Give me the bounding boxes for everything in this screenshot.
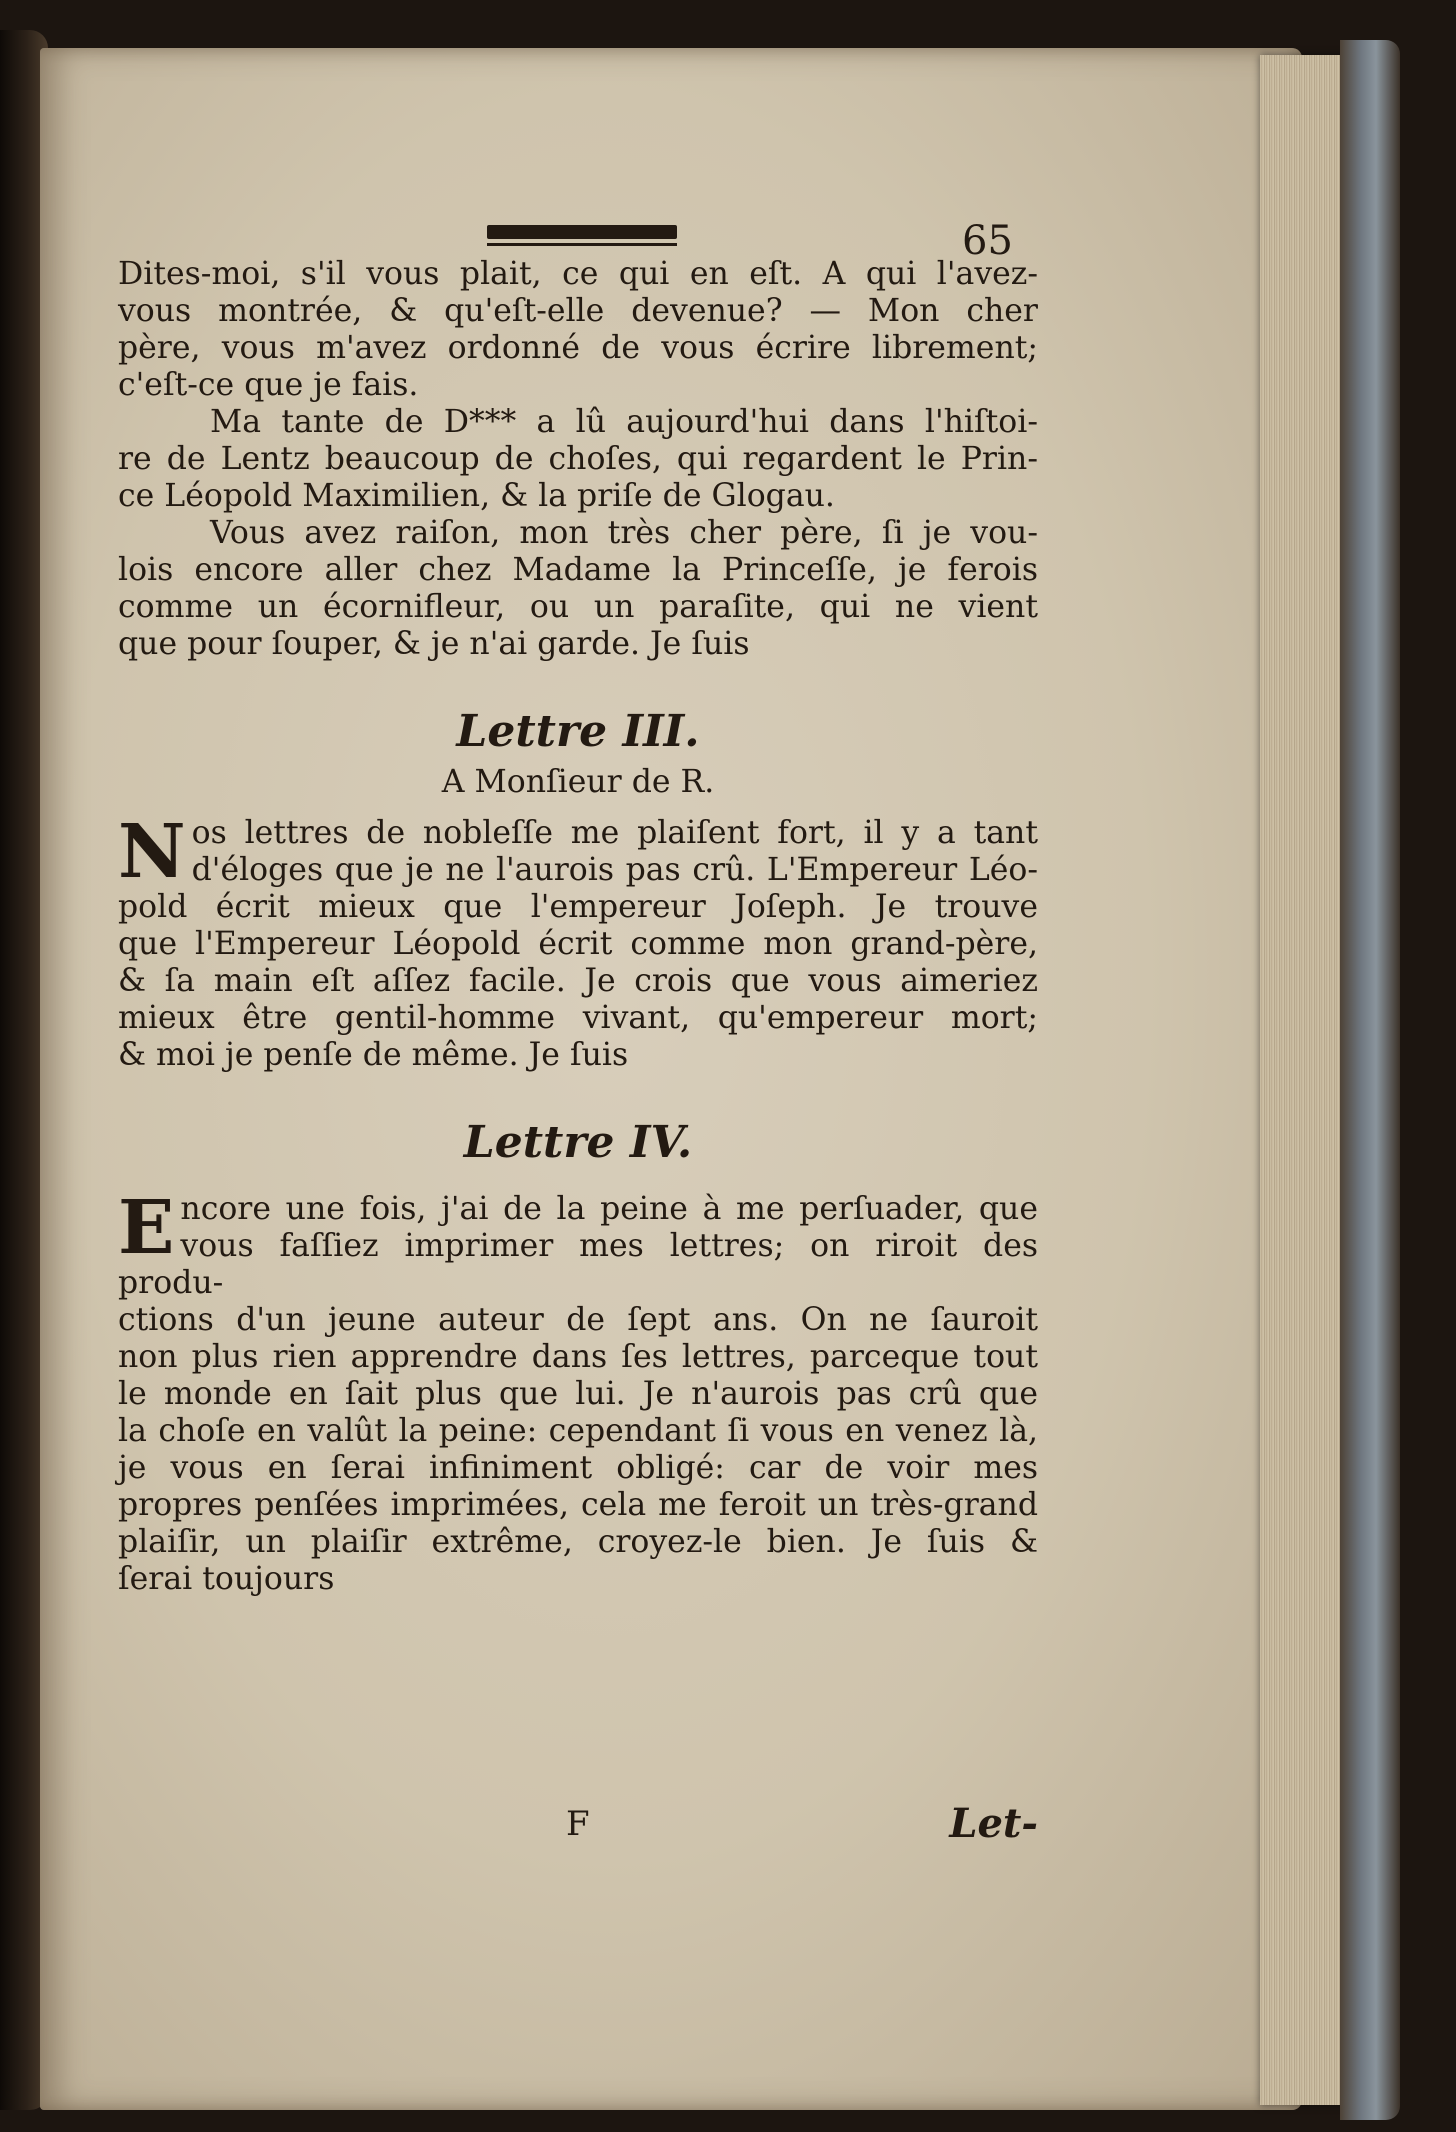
- text-line: plaiſir, un plaiſir extrême, croyez-le bien. Je ſuis &: [118, 1524, 1038, 1560]
- text-line: père, vous m'avez ordonné de vous écrire librement;: [118, 330, 1038, 366]
- text-line: que l'Empereur Léopold écrit comme mon grand-père,: [118, 926, 1038, 962]
- text-line: lois encore aller chez Madame la Princeſſe, je ferois: [118, 552, 1038, 588]
- text-line: vous montrée, & qu'eſt-elle devenue? — Mon cher: [118, 293, 1038, 329]
- text-line: mieux être gentil-homme vivant, qu'empereur mort;: [118, 1000, 1038, 1036]
- text-line: le monde en ſait plus que lui. Je n'aurois pas crû que: [118, 1376, 1038, 1412]
- page-stack-edge: [1260, 55, 1352, 2105]
- text-line: la choſe en valût la peine: cependant ſi vous en venez là,: [118, 1413, 1038, 1449]
- text-line: Ma tante de D*** a lû aujourd'hui dans l'hiſtoi-: [210, 404, 1038, 440]
- text-line: pold écrit mieux que l'empereur Joſeph. Je trouve: [118, 889, 1038, 925]
- text-line: vous faſſiez imprimer mes lettres; on riroit des produ-: [118, 1228, 1038, 1301]
- text-line: & ſa main eſt aſſez facile. Je crois que vous aimeriez: [118, 963, 1038, 999]
- drop-cap: E: [118, 1185, 175, 1271]
- text-line: Vous avez raiſon, mon très cher père, ſi je vou-: [210, 515, 1038, 551]
- letter-three-body: [118, 809, 1038, 1074]
- paragraph-raison: [118, 515, 1038, 663]
- letter-heading: Lettre IV.: [463, 1117, 693, 1168]
- text-line: Dites-moi, s'il vous plait, ce qui en eſt. A qui l'avez-: [118, 256, 1038, 292]
- page-number: 65: [962, 218, 1013, 264]
- book-cover-edge: [1340, 40, 1400, 2120]
- text-line: ſerai toujours: [118, 1561, 335, 1597]
- page-text: [118, 210, 1038, 1598]
- text-line: que pour ſouper, & je n'ai garde. Je ſuis: [118, 626, 750, 662]
- text-line: ncore une fois, j'ai de la peine à me perſuader, que: [180, 1191, 1038, 1227]
- text-line: je vous en ſerai infiniment obligé: car de voir mes: [118, 1450, 1038, 1486]
- text-line: ctions d'un jeune auteur de ſept ans. On ne ſauroit: [118, 1302, 1038, 1338]
- signature-mark: F: [566, 1804, 590, 1844]
- text-line: c'eſt-ce que je fais.: [118, 367, 419, 403]
- text-line: ce Léopold Maximilien, & la priſe de Glogau.: [118, 478, 835, 514]
- text-line: comme un écornifleur, ou un paraſite, qui ne vient: [118, 589, 1038, 625]
- letter-four-body: [118, 1185, 1038, 1598]
- letter-heading: Lettre III.: [456, 706, 700, 757]
- drop-cap: N: [118, 809, 186, 895]
- paragraph-tante: [118, 404, 1038, 515]
- catchword: Let-: [949, 1800, 1038, 1847]
- letter-continuation: [118, 256, 1038, 404]
- text-line: & moi je penſe de même. Je ſuis: [118, 1037, 629, 1073]
- text-line: d'éloges que je ne l'aurois pas crû. L'Empereur Léo-: [191, 852, 1038, 888]
- page-footer: [118, 1800, 1038, 1850]
- text-line: propres penſées imprimées, cela me feroit un très-grand: [118, 1487, 1038, 1523]
- text-line: non plus rien apprendre dans ſes lettres, parceque tout: [118, 1339, 1038, 1375]
- letter-address: A Monſieur de R.: [441, 764, 715, 800]
- text-line: os lettres de nobleſſe me plaiſent fort, il y a tant: [191, 815, 1038, 851]
- text-line: re de Lentz beaucoup de choſes, qui regardent le Prin-: [118, 441, 1038, 477]
